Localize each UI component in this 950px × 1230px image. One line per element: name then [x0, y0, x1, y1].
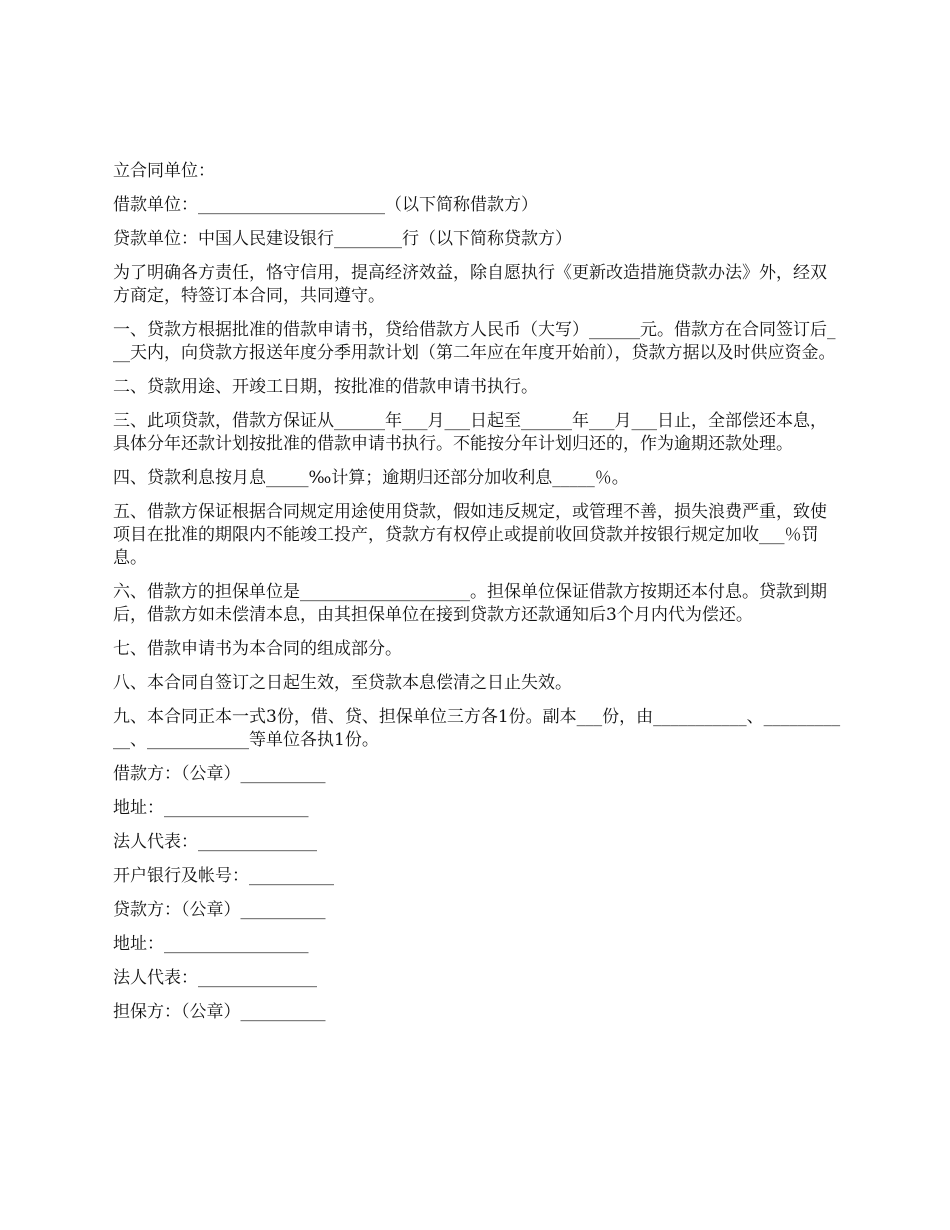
preamble: 为了明确各方责任，恪守信用，提高经济效益，除自愿执行《更新改造措施贷款办法》外，经双方商定，特签订本合同，共同遵守。 [113, 263, 827, 306]
contract-document [113, 160, 843, 1035]
signature-borrower-representative: 法人代表：______________ [113, 832, 317, 852]
borrower-line: 借款单位：______________________（以下简称借款方） [113, 195, 538, 215]
lender-line: 贷款单位：中国人民建设银行________行（以下简称贷款方） [113, 229, 572, 249]
clause-3: 三、此项贷款，借款方保证从______年___月___日起至______年___月___日止，全部偿还本息，具体分年还款计划按批准的借款申请书执行。不能按分年计划归还的，作为逾期还款处理。 [113, 411, 827, 454]
clause-1: 一、贷款方根据批准的借款申请书，贷给借款方人民币（大写）______元。借款方在合同签订后___天内，向贷款方报送年度分季用款计划（第二年应在年度开始前），贷款方据以及时供应资金。 [113, 320, 836, 363]
signature-borrower-bank-account: 开户银行及帐号：__________ [113, 866, 334, 886]
signature-lender-representative: 法人代表：______________ [113, 968, 317, 988]
clause-6: 六、借款方的担保单位是____________________。担保单位保证借款方按期还本付息。贷款到期后，借款方如未偿清本息，由其担保单位在接到贷款方还款通知后3个月内代为偿还。 [113, 582, 827, 625]
clause-4: 四、贷款利息按月息_____‰计算；逾期归还部分加收利息_____％。 [113, 468, 629, 488]
clause-2: 二、贷款用途、开竣工日期，按批准的借款申请书执行。 [113, 377, 538, 397]
clause-7: 七、借款申请书为本合同的组成部分。 [113, 639, 402, 659]
signature-borrower-address: 地址：_________________ [113, 798, 309, 818]
clause-8: 八、本合同自签订之日起生效，至贷款本息偿清之日止失效。 [113, 673, 572, 693]
signature-lender-address: 地址：_________________ [113, 934, 309, 954]
signature-guarantor-seal: 担保方：（公章）__________ [113, 1002, 326, 1022]
clause-9: 九、本合同正本一式3份，借、贷、担保单位三方各1份。副本___份，由___________、___________、____________等单位各执1份。 [113, 707, 841, 750]
clause-5: 五、借款方保证根据合同规定用途使用贷款，假如违反规定，或管理不善，损失浪费严重，致使项目在批准的期限内不能竣工投产，贷款方有权停止或提前收回贷款并按银行规定加收___％罚息。 [113, 502, 827, 568]
signature-borrower-seal: 借款方：（公章）__________ [113, 764, 326, 784]
signature-lender-seal: 贷款方：（公章）__________ [113, 900, 326, 920]
parties-heading: 立合同单位： [113, 161, 215, 181]
